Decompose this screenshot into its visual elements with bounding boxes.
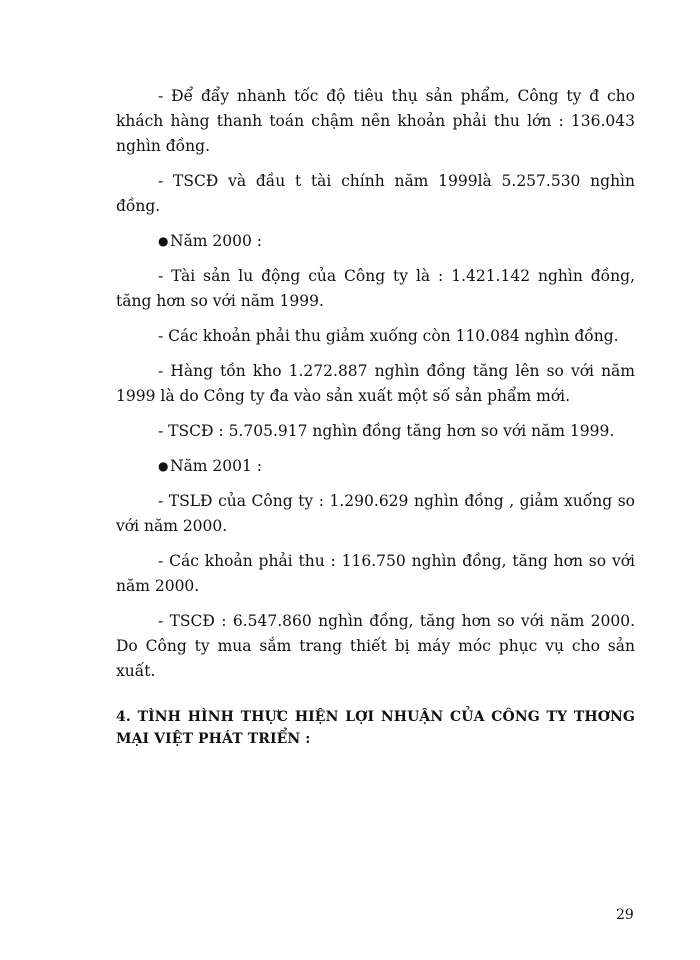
page-body <box>116 84 635 750</box>
paragraph-current-assets-2000: - Tài sản lu động của Công ty là : 1.421.142 nghìn đồng, tăng hơn so với năm 1999. <box>116 267 635 310</box>
paragraph-current-assets-2001: - TSLĐ của Công ty : 1.290.629 nghìn đồng , giảm xuống so với năm 2000. <box>116 492 635 535</box>
page-number: 29 <box>616 907 634 923</box>
paragraph-receivables-2001: - Các khoản phải thu : 116.750 nghìn đồng, tăng hơn so với năm 2000. <box>116 552 635 595</box>
paragraph-inventory-2000: - Hàng tồn kho 1.272.887 nghìn đồng tăng lên so với năm 1999 là do Công ty đa vào sản xuất một số sản phẩm mới. <box>116 362 635 405</box>
bullet-year-2001-label: Năm 2001 : <box>170 457 263 475</box>
section-heading: 4. TÌNH HÌNH THỰC HIỆN LỢI NHUẬN CỦA CÔNG TY THƠNG MẠI VIỆT PHÁT TRIỂN : <box>116 709 635 747</box>
paragraph-fixed-assets-1999: - TSCĐ và đầu t tài chính năm 1999là 5.257.530 nghìn đồng. <box>116 172 635 215</box>
bullet-year-2000 <box>116 229 635 254</box>
paragraph-fixed-assets-2001: - TSCĐ : 6.547.860 nghìn đồng, tăng hơn so với năm 2000. Do Công ty mua sắm trang thiết bị máy móc phục vụ cho sản xuất. <box>116 612 635 680</box>
paragraph-receivables-note: - Để đẩy nhanh tốc độ tiêu thụ sản phẩm, Công ty đ cho khách hàng thanh toán chậm nên khoản phải thu lớn : 136.043 nghìn đồng. <box>116 87 635 155</box>
bullet-icon: ● <box>158 459 169 473</box>
bullet-year-2001 <box>116 454 635 479</box>
bullet-year-2000-label: Năm 2000 : <box>170 232 263 250</box>
bullet-icon: ● <box>158 234 169 248</box>
paragraph-fixed-assets-2000: - TSCĐ : 5.705.917 nghìn đồng tăng hơn so với năm 1999. <box>158 422 615 440</box>
paragraph-receivables-2000: - Các khoản phải thu giảm xuống còn 110.084 nghìn đồng. <box>158 327 619 345</box>
